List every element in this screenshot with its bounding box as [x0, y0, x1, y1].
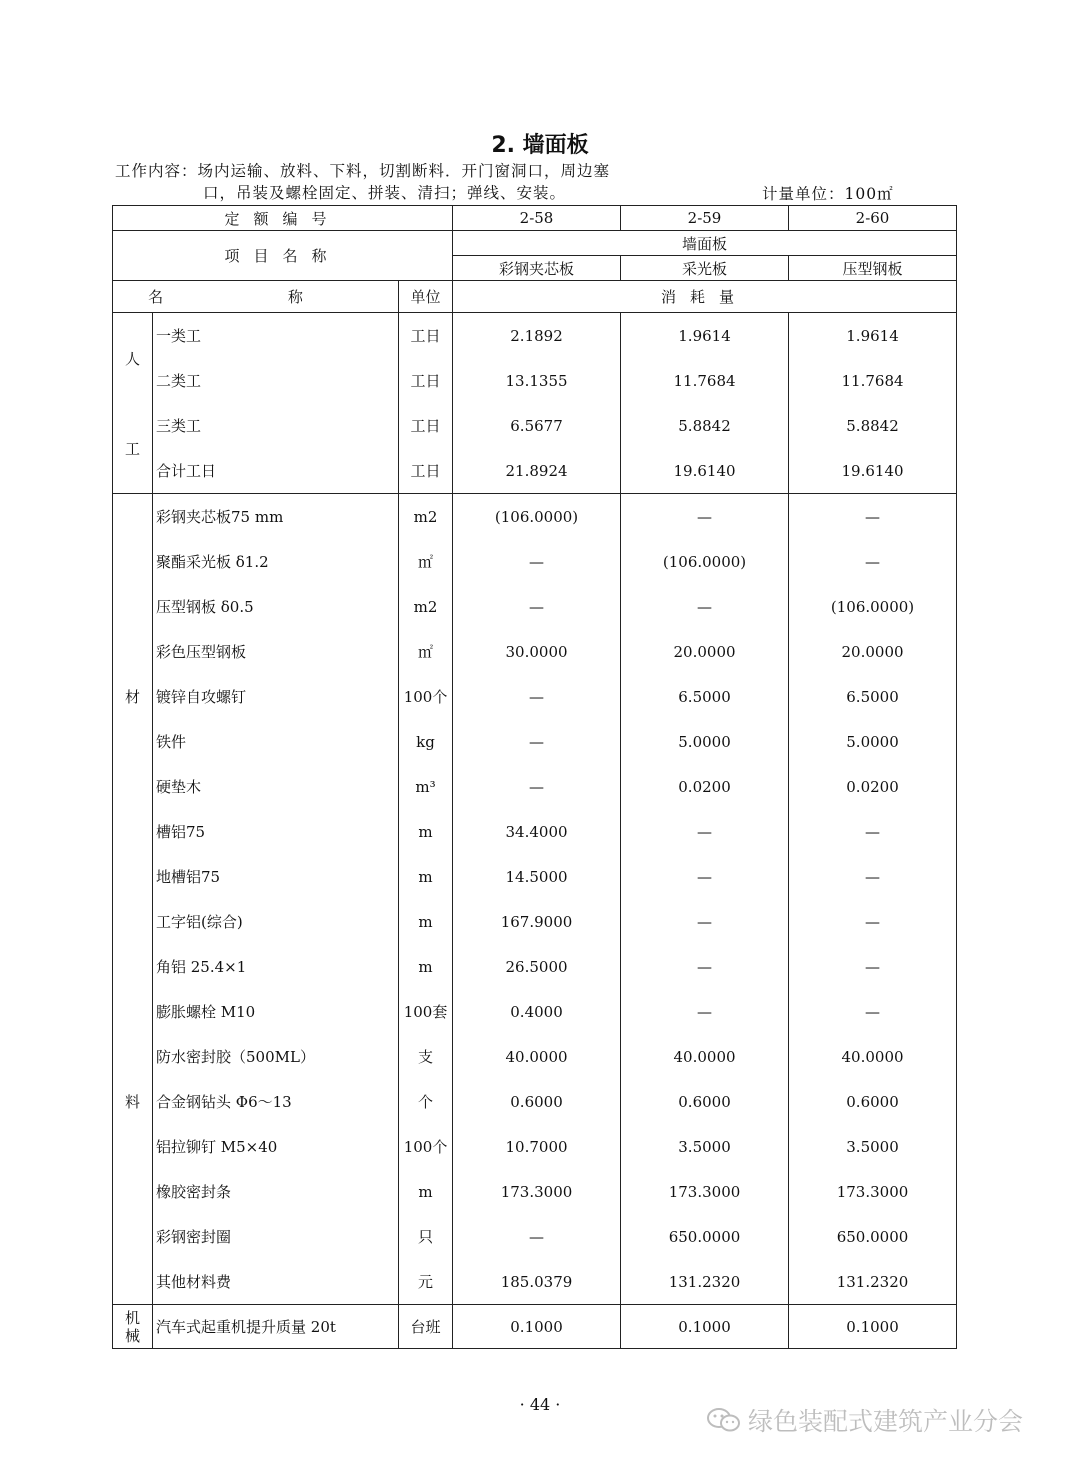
row-value: 0.1000: [453, 1305, 621, 1349]
row-value: 19.6140: [621, 448, 789, 494]
row-value: —: [621, 809, 789, 854]
row-unit: ㎡: [399, 539, 453, 584]
category-char: 人: [124, 349, 140, 368]
table-row: [113, 584, 957, 629]
work-content-line2: 口，吊装及螺栓固定、拼装、清扫；弹线、安装。: [203, 184, 567, 202]
row-value: 131.2320: [789, 1259, 957, 1305]
table-row: [113, 1034, 957, 1079]
row-name: 三类工: [153, 403, 399, 448]
table-row: [113, 313, 957, 359]
row-unit: m: [399, 854, 453, 899]
row-name: 地槽铝75: [153, 854, 399, 899]
row-value: —: [789, 944, 957, 989]
row-value: 2.1892: [453, 313, 621, 359]
table-row: [113, 944, 957, 989]
row-value: 30.0000: [453, 629, 621, 674]
quota-code-label: 定额编号: [113, 206, 453, 231]
table-row: [113, 539, 957, 584]
table-row: [113, 1259, 957, 1305]
row-name: 橡胶密封条: [153, 1169, 399, 1214]
row-value: 5.8842: [789, 403, 957, 448]
quota-code: 2-59: [621, 206, 789, 231]
row-unit: 元: [399, 1259, 453, 1305]
row-value: —: [621, 854, 789, 899]
work-content: [115, 160, 610, 204]
row-value: 21.8924: [453, 448, 621, 494]
row-value: 173.3000: [789, 1169, 957, 1214]
name-label: 名 称: [113, 281, 399, 313]
table-row: [113, 674, 957, 719]
item-name-label: 项目名称: [113, 231, 453, 281]
machine-category: [113, 1305, 153, 1349]
category-char: 材: [124, 688, 140, 706]
row-value: —: [789, 989, 957, 1034]
table-row: [113, 719, 957, 764]
category-text: 机械: [124, 1308, 140, 1345]
table-row: [113, 448, 957, 494]
quota-table: [112, 205, 957, 1349]
row-value: 3.5000: [621, 1124, 789, 1169]
row-value: 173.3000: [453, 1169, 621, 1214]
row-name: 其他材料费: [153, 1259, 399, 1305]
row-value: —: [789, 494, 957, 540]
row-value: 20.0000: [789, 629, 957, 674]
row-name: 彩钢夹芯板75 mm: [153, 494, 399, 540]
row-name: 角铝 25.4×1: [153, 944, 399, 989]
group-header: 墙面板: [453, 231, 957, 256]
row-value: 167.9000: [453, 899, 621, 944]
row-value: 0.0200: [789, 764, 957, 809]
row-value: 26.5000: [453, 944, 621, 989]
table-row: [113, 1124, 957, 1169]
row-name: 聚酯采光板 δ1.2: [153, 539, 399, 584]
row-value: 20.0000: [621, 629, 789, 674]
table-row: [113, 1305, 957, 1349]
row-name: 铝拉铆钉 M5×40: [153, 1124, 399, 1169]
row-value: 6.5000: [621, 674, 789, 719]
unit-label: 单位: [399, 281, 453, 313]
category-char: 工: [124, 439, 140, 458]
row-value: (106.0000): [789, 584, 957, 629]
table-row: [113, 629, 957, 674]
row-value: —: [621, 494, 789, 540]
quota-code: 2-60: [789, 206, 957, 231]
row-value: 10.7000: [453, 1124, 621, 1169]
table-row: [113, 989, 957, 1034]
row-value: 40.0000: [621, 1034, 789, 1079]
table-row: [113, 1169, 957, 1214]
labor-category: [113, 313, 153, 494]
row-name: 二类工: [153, 358, 399, 403]
row-name: 镀锌自攻螺钉: [153, 674, 399, 719]
row-value: 6.5677: [453, 403, 621, 448]
row-name: 铁件: [153, 719, 399, 764]
page-number: · 44 ·: [519, 1395, 561, 1414]
row-unit: 支: [399, 1034, 453, 1079]
row-unit: m: [399, 944, 453, 989]
quota-code-row: [113, 206, 957, 231]
row-value: 40.0000: [453, 1034, 621, 1079]
row-value: 5.8842: [621, 403, 789, 448]
row-value: 5.0000: [621, 719, 789, 764]
row-value: 173.3000: [621, 1169, 789, 1214]
row-value: 14.5000: [453, 854, 621, 899]
table-row: [113, 403, 957, 448]
measurement-unit: 计量单位：100㎡: [762, 185, 894, 203]
row-value: —: [789, 854, 957, 899]
row-value: —: [453, 764, 621, 809]
row-value: 1.9614: [621, 313, 789, 359]
quota-code: 2-58: [453, 206, 621, 231]
row-value: —: [789, 899, 957, 944]
row-value: (106.0000): [453, 494, 621, 540]
row-unit: m: [399, 1169, 453, 1214]
row-name: 一类工: [153, 313, 399, 359]
row-value: —: [453, 539, 621, 584]
row-value: (106.0000): [621, 539, 789, 584]
row-value: 11.7684: [789, 358, 957, 403]
row-value: 6.5000: [789, 674, 957, 719]
row-value: 650.0000: [789, 1214, 957, 1259]
table-row: [113, 1079, 957, 1124]
row-unit: 工日: [399, 448, 453, 494]
item-name: 采光板: [621, 256, 789, 281]
row-unit: 工日: [399, 403, 453, 448]
row-value: 131.2320: [621, 1259, 789, 1305]
row-value: 0.0200: [621, 764, 789, 809]
row-unit: m³: [399, 764, 453, 809]
row-value: 650.0000: [621, 1214, 789, 1259]
row-unit: m: [399, 899, 453, 944]
row-value: 0.1000: [621, 1305, 789, 1349]
row-name: 防水密封胶（500ML）: [153, 1034, 399, 1079]
row-unit: m2: [399, 494, 453, 540]
item-name: 压型钢板: [789, 256, 957, 281]
table-row: [113, 899, 957, 944]
row-value: —: [789, 809, 957, 854]
row-name: 合计工日: [153, 448, 399, 494]
row-unit: ㎡: [399, 629, 453, 674]
row-name: 槽铝75: [153, 809, 399, 854]
wechat-icon: [706, 1407, 742, 1433]
row-name: 膨胀螺栓 M10: [153, 989, 399, 1034]
row-unit: 工日: [399, 313, 453, 359]
row-unit: 台班: [399, 1305, 453, 1349]
row-unit: 个: [399, 1079, 453, 1124]
watermark: [706, 1402, 1023, 1438]
row-value: —: [789, 539, 957, 584]
row-value: —: [621, 584, 789, 629]
table-row: [113, 494, 957, 540]
table-row: [113, 1214, 957, 1259]
row-name: 工字铝(综合): [153, 899, 399, 944]
row-value: 0.6000: [621, 1079, 789, 1124]
row-unit: 工日: [399, 358, 453, 403]
row-value: —: [453, 719, 621, 764]
row-value: —: [453, 584, 621, 629]
row-value: 0.6000: [789, 1079, 957, 1124]
consumption-label: 消耗量: [453, 281, 957, 313]
row-value: 34.4000: [453, 809, 621, 854]
row-name: 彩色压型钢板: [153, 629, 399, 674]
category-char: 料: [124, 1093, 140, 1111]
table-row: [113, 358, 957, 403]
row-value: —: [453, 674, 621, 719]
watermark-text: 绿色装配式建筑产业分会: [748, 1407, 1024, 1436]
work-content-line1: 工作内容：场内运输、放料、下料，切割断料．开门窗洞口，周边塞: [115, 162, 611, 180]
row-value: 11.7684: [621, 358, 789, 403]
table-row: [113, 854, 957, 899]
row-value: 0.1000: [789, 1305, 957, 1349]
item-name: 彩钢夹芯板: [453, 256, 621, 281]
row-value: 0.4000: [453, 989, 621, 1034]
row-name: 汽车式起重机提升质量 20t: [153, 1305, 399, 1349]
page-title: 2. 墙面板: [491, 133, 589, 158]
row-value: —: [621, 989, 789, 1034]
row-value: —: [453, 1214, 621, 1259]
row-unit: 100套: [399, 989, 453, 1034]
row-unit: m: [399, 809, 453, 854]
row-value: 40.0000: [789, 1034, 957, 1079]
row-name: 压型钢板 δ0.5: [153, 584, 399, 629]
row-value: 0.6000: [453, 1079, 621, 1124]
column-header-row: [113, 281, 957, 313]
row-value: 3.5000: [789, 1124, 957, 1169]
row-value: 185.0379: [453, 1259, 621, 1305]
row-value: 5.0000: [789, 719, 957, 764]
row-unit: m2: [399, 584, 453, 629]
row-value: 1.9614: [789, 313, 957, 359]
row-name: 合金钢钻头 Φ6～13: [153, 1079, 399, 1124]
row-value: 13.1355: [453, 358, 621, 403]
row-unit: kg: [399, 719, 453, 764]
row-value: —: [621, 944, 789, 989]
row-value: 19.6140: [789, 448, 957, 494]
row-name: 彩钢密封圈: [153, 1214, 399, 1259]
row-name: 硬垫木: [153, 764, 399, 809]
material-category: [113, 494, 153, 1305]
row-unit: 只: [399, 1214, 453, 1259]
row-value: —: [621, 899, 789, 944]
table-row: [113, 809, 957, 854]
group-header-row: [113, 231, 957, 256]
row-unit: 100个: [399, 674, 453, 719]
row-unit: 100个: [399, 1124, 453, 1169]
table-row: [113, 764, 957, 809]
